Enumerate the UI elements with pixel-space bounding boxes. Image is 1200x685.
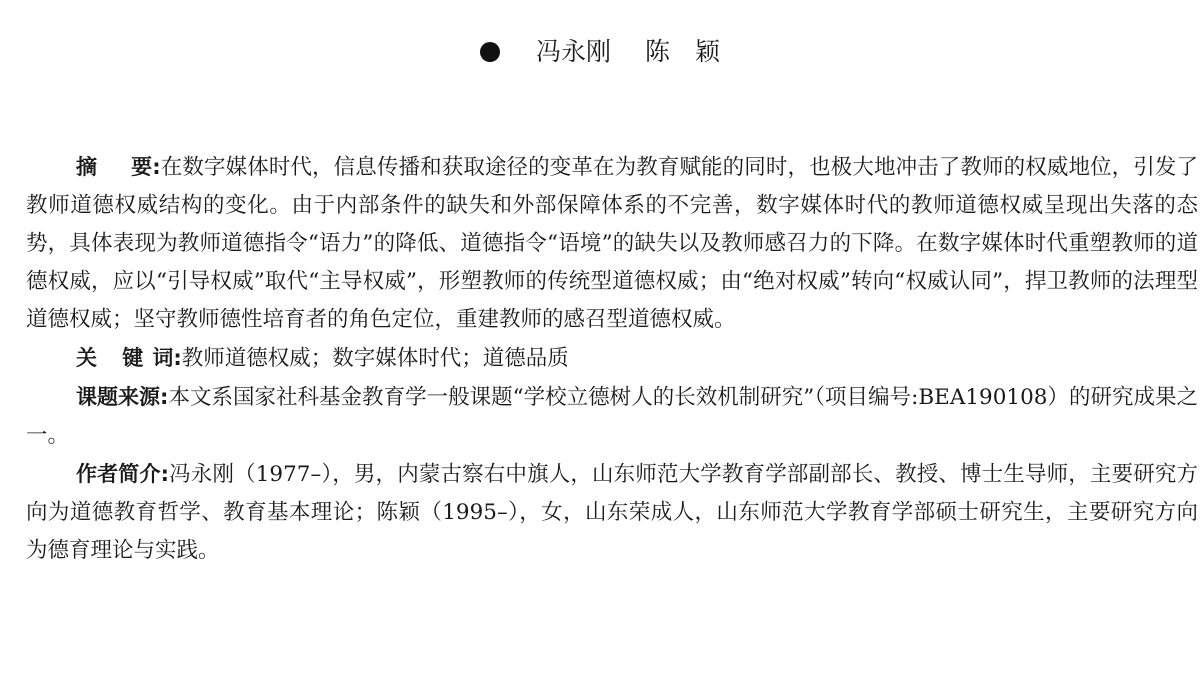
funding-text: 本文系国家社科基金教育学一般课题“学校立德树人的长效机制研究”（项目编号:BEA190108）的研究成果之一。 [26, 385, 1199, 448]
author-bio-label-text: 作者简介 [76, 462, 161, 486]
keywords-text: 教师道德权威；数字媒体时代；道德品质 [181, 346, 569, 371]
funding-paragraph [26, 378, 1198, 455]
bullet-icon [480, 42, 500, 62]
abstract-text: 在数字媒体时代，信息传播和获取途径的变革在为教育赋能的同时，也极大地冲击了教师的权威地位，引发了教师道德权威结构的变化。由于内部条件的缺失和外部保障体系的不完善，数字媒体时代的教师道德权威呈现出失落的态势，具体表现为教师道德指令“语力”的降低、道德指令“语境”的缺失以及教师感召力的下降。在数字媒体时代重塑教师的道德权威，应以“引导权威”取代“主导权威”，形塑教师的传统型道德权威；由“绝对权威”转向“权威认同”，捍卫教师的法理型道德权威；坚守教师德性培育者的角色定位，重建教师的感召型道德权威。 [26, 155, 1199, 332]
abstract-label [76, 155, 161, 179]
abstract-label-head: 摘 [76, 155, 132, 179]
author-line [0, 32, 1200, 72]
keywords-label-colon: : [173, 346, 182, 370]
abstract-paragraph [26, 148, 1198, 339]
funding-label-text: 课题来源 [76, 385, 161, 409]
keywords-label-tail: 词 [152, 346, 174, 370]
author-bio-text: 冯永刚（1977–），男，内蒙古察右中旗人，山东师范大学教育学部副部长、教授、博士生导师，主要研究方向为道德教育哲学、教育基本理论；陈颖（1995–），女，山东荣成人，山东师范大学教育学部硕士研究生，主要研究方向为德育理论与实践。 [26, 462, 1198, 563]
author-bio-paragraph [26, 455, 1198, 570]
keywords-paragraph [26, 339, 1198, 378]
funding-label-colon: : [160, 385, 169, 409]
front-matter [26, 148, 1198, 570]
abstract-label-tail: 要 [131, 155, 153, 179]
author-bio-label [76, 462, 169, 486]
author-bio-label-colon: : [160, 462, 169, 486]
abstract-label-colon: : [152, 155, 161, 179]
author-name-2: 陈 颖 [645, 37, 721, 66]
keywords-label [76, 346, 182, 370]
keywords-label-head: 关 键 [76, 346, 153, 370]
author-name-1: 冯永刚 [535, 37, 611, 66]
funding-label [76, 385, 168, 409]
